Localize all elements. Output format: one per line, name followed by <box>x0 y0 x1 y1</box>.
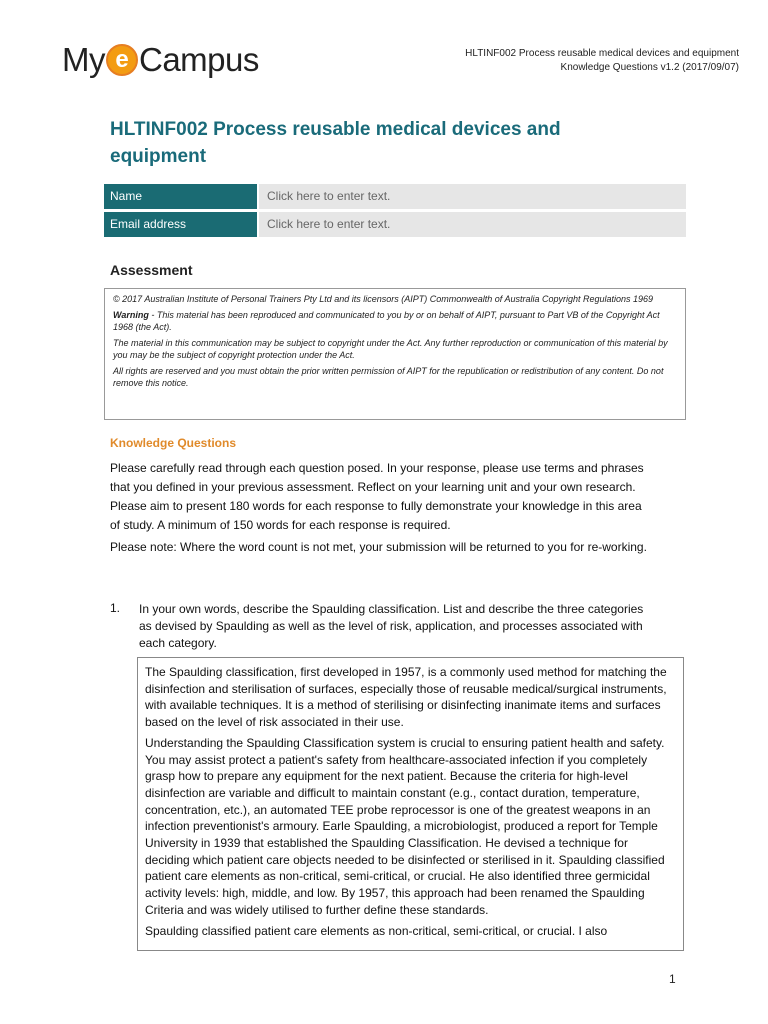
assessment-heading: Assessment <box>110 262 193 278</box>
answer-box[interactable] <box>137 657 684 951</box>
copyright-p4: All rights are reserved and you must obtain the prior written permission of AIPT for the republication or redistribution of any content. Do not remove this notice. <box>113 365 664 388</box>
name-field-row <box>104 184 686 209</box>
question-text: In your own words, describe the Spaulding classification. List and describe the three categories as devised by Spaulding as well as the level of risk, application, and processes associated with each category. <box>139 602 644 650</box>
email-label: Email address <box>104 212 257 237</box>
knowledge-questions-heading: Knowledge Questions <box>110 436 237 450</box>
answer-p2: Understanding the Spaulding Classification system is crucial to ensuring patient health and safety. You may assist protect a patient's safety from healthcare-associated infection if you completely grasp how to prepare any equipment for the next patient. Because the criteria for high-level disinfection are variable and difficult to maintain constant (e.g., contact duration, temperature, concentration, etc.), an automated TEE probe reprocessor is one of the greatest weapons in an infection preventionist's armoury. Earle Spaulding, a microbiologist, produced a report for Temple University in 1939 that established the Spaulding Classification. He devised a technique for deciding which patient care objects needed to be disinfected or sterilised in it. Spaulding classified patient care elements as non-critical, semi-critical, or crucial. He also identified three germicidal activity levels: high, middle, and low. By 1957, this approach had been renamed the Spaulding Criteria and was widely utilised to further define these standards. <box>145 735 665 917</box>
name-label: Name <box>104 184 257 209</box>
page-title: HLTINF002 Process reusable medical devices and equipment <box>110 119 561 167</box>
page-number: 1 <box>669 972 676 986</box>
question-number: 1. <box>110 601 121 615</box>
instructions <box>110 459 650 560</box>
email-field-row <box>104 212 686 237</box>
warning-text: - This material has been reproduced and communicated to you by or on behalf of AIPT, pursuant to Part VB of the Copyright Act 1968 (the Act). <box>113 309 660 332</box>
mycampus-logo <box>62 40 259 80</box>
copyright-p2 <box>113 309 677 334</box>
instructions-p2: Please note: Where the word count is not met, your submission will be returned to you for re-working. <box>110 540 647 554</box>
header-line-2: Knowledge Questions v1.2 (2017/09/07) <box>560 62 739 73</box>
instructions-p1: Please carefully read through each question posed. In your response, please use terms and phrases that you defined in your previous assessment. Reflect on your learning unit and your own research. Please aim to present 180 words for each response to fully demonstrate your knowledge in this area of study. A minimum of 150 words for each response is required. <box>110 461 644 532</box>
email-input[interactable]: Click here to enter text. <box>259 212 686 237</box>
logo-prefix: My <box>62 41 105 78</box>
copyright-p1: © 2017 Australian Institute of Personal Trainers Pty Ltd and its licensors (AIPT) Commonwealth of Australia Copyright Regulations 1969 <box>113 294 654 304</box>
header-line-1: HLTINF002 Process reusable medical devices and equipment <box>465 48 739 59</box>
logo-e-icon: e <box>106 44 138 76</box>
answer-p3: Spaulding classified patient care elements as non-critical, semi-critical, or crucial. I also <box>145 923 608 938</box>
name-input[interactable]: Click here to enter text. <box>259 184 686 209</box>
logo-suffix: Campus <box>139 41 259 78</box>
copyright-notice <box>104 288 686 420</box>
answer-p1: The Spaulding classification, first developed in 1957, is a commonly used method for matching the disinfection and sterilisation of surfaces, especially those of reusable medical/surgical instruments, with available techniques. It is a method of sterilising or disinfecting inanimate items and surfaces based on the level of risk associated in their use. <box>145 665 667 730</box>
warning-label: Warning <box>113 309 149 320</box>
document-header <box>465 47 739 75</box>
copyright-p3: The material in this communication may be subject to copyright under the Act. Any further reproduction or communication of this material by you may be the subject of copyright protection under the Act. <box>113 337 668 360</box>
